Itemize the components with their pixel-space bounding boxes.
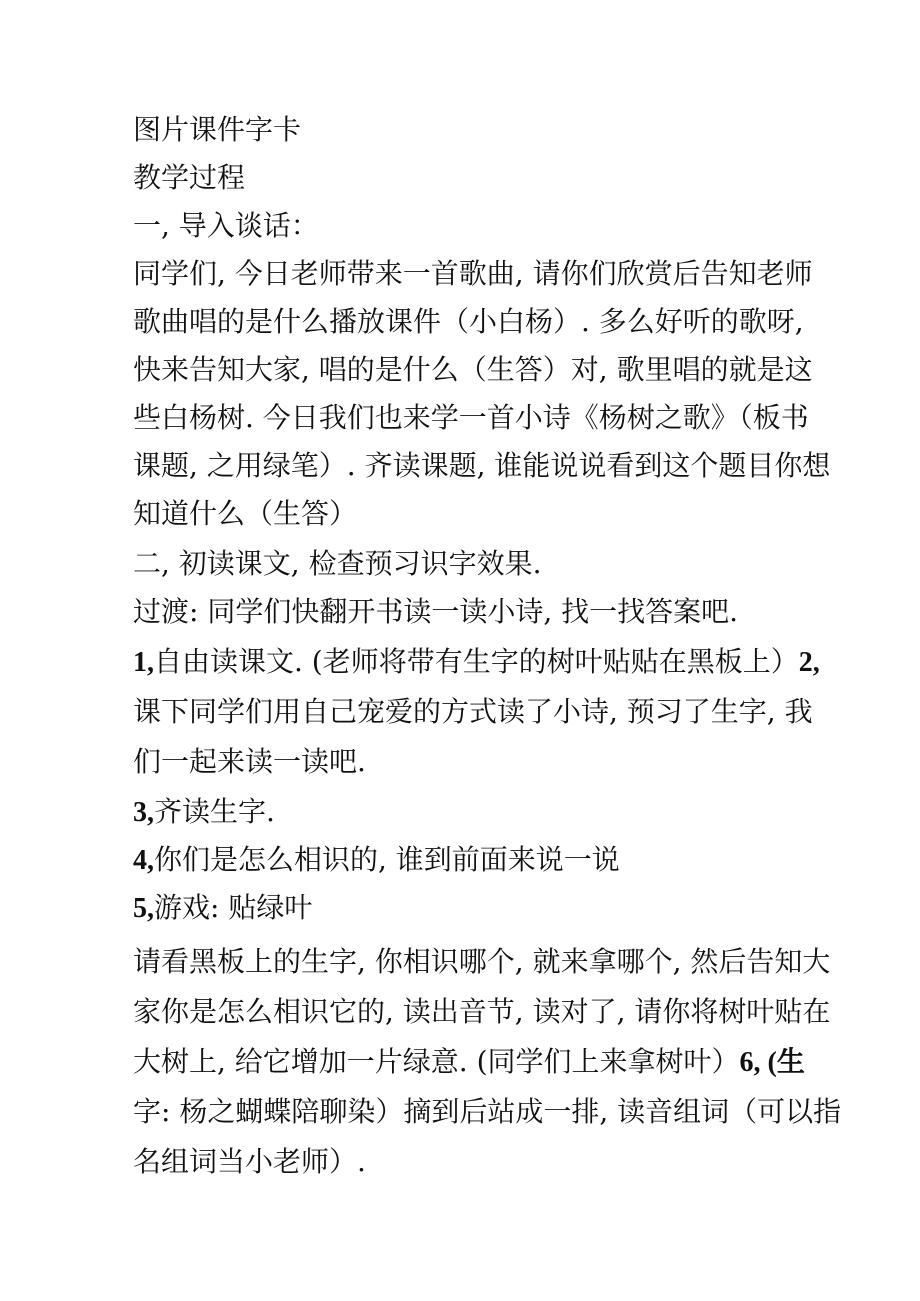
line-game-2: 家你是怎么相识它的, 读出音节, 读对了, 请你将树叶贴在: [133, 995, 831, 1028]
line-game-4: 字: 杨之蝴蝶陪聊染）摘到后站成一排, 读音组词（可以指: [133, 1095, 842, 1128]
line-paragraph-1-1: 同学们, 今日老师带来一首歌曲, 请你们欣赏后告知老师: [133, 257, 813, 290]
line-step-2-2: 们一起来读一读吧.: [133, 745, 366, 778]
line-game-3: 大树上, 给它增加一片绿意. (同学们上来拿树叶）6, (生: [133, 1045, 805, 1078]
line-heading-process: 教学过程: [133, 161, 246, 194]
line-materials: 图片课件字卡: [133, 113, 302, 146]
line-paragraph-1-3: 快来告知大家, 唱的是什么（生答）对, 歌里唱的就是这: [133, 353, 813, 386]
line-step-3: 3,齐读生字.: [133, 795, 275, 828]
line-paragraph-1-6: 知道什么（生答）: [133, 497, 358, 530]
line-step-2-1: 课下同学们用自己宠爱的方式读了小诗, 预习了生字, 我: [133, 695, 813, 728]
line-step-1: 1,自由读课文. (老师将带有生字的树叶贴贴在黑板上）2,: [133, 645, 820, 678]
line-paragraph-1-5: 课题, 之用绿笔）. 齐读课题, 谁能说说看到这个题目你想: [133, 449, 831, 482]
line-game-1: 请看黑板上的生字, 你相识哪个, 就来拿哪个, 然后告知大: [133, 945, 831, 978]
line-paragraph-1-4: 些白杨树. 今日我们也来学一首小诗《杨树之歌》（板书: [133, 401, 809, 434]
line-step-4: 4,你们是怎么相识的, 谁到前面来说一说: [133, 843, 620, 876]
line-paragraph-1-2: 歌曲唱的是什么播放课件（小白杨）. 多么好听的歌呀,: [133, 305, 804, 338]
line-section-1: 一, 导入谈话：: [133, 209, 319, 242]
line-section-2: 二, 初读课文, 检查预习识字效果.: [133, 547, 542, 580]
line-game-5: 名组词当小老师）.: [133, 1145, 366, 1178]
line-transition: 过渡: 同学们快翻开书读一读小诗, 找一找答案吧.: [133, 595, 739, 628]
line-step-5: 5,游戏: 贴绿叶: [133, 891, 313, 924]
